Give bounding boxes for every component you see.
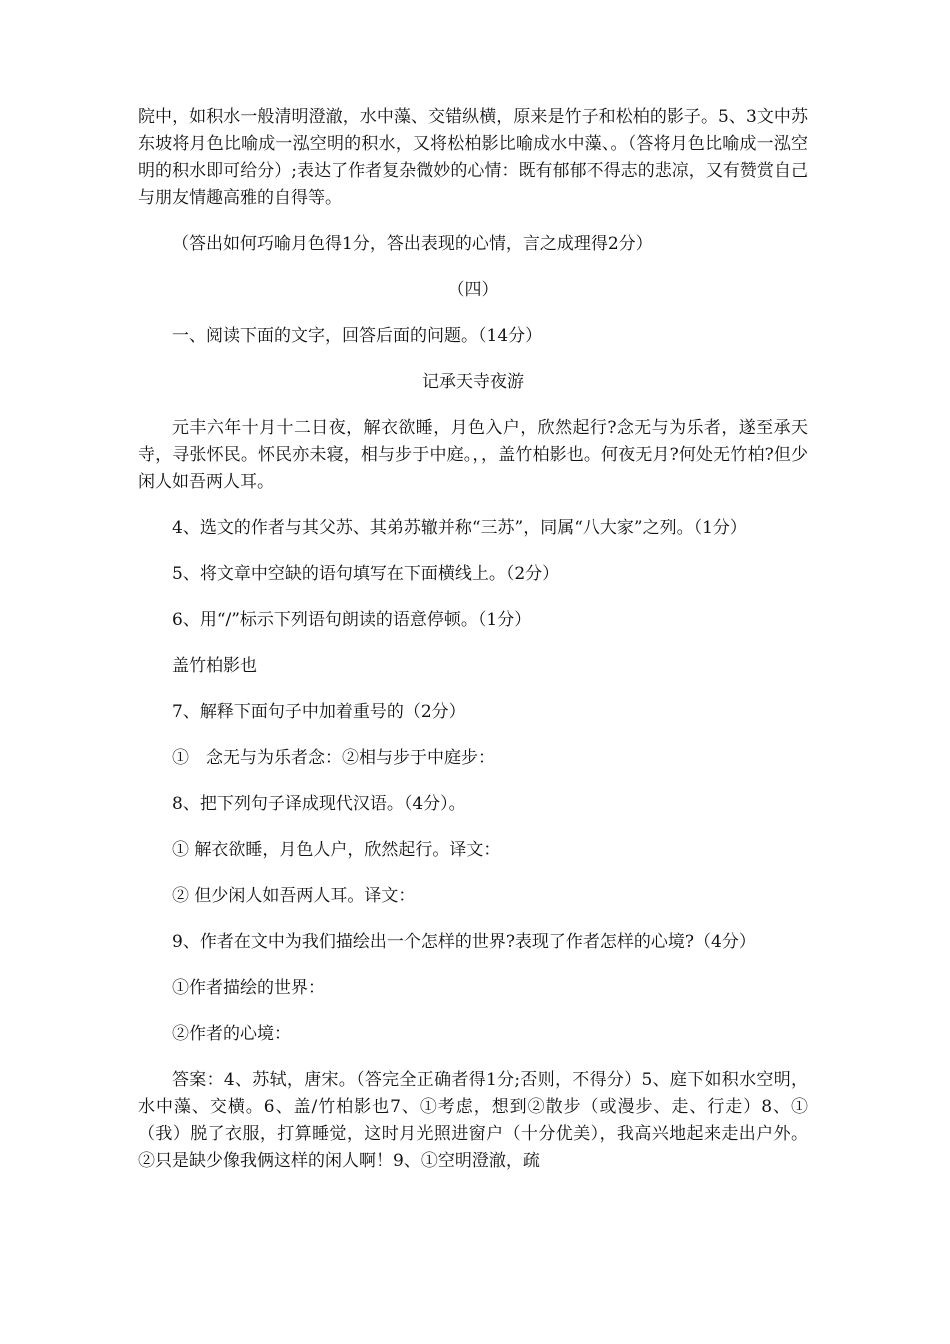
question-5: 5、将文章中空缺的语句填写在下面横线上。（2分） (172, 564, 560, 584)
answer-continuation-paragraph: 院中，如积水一般清明澄澈，水中藻、交错纵横，原来是竹子和松柏的影子。5、3文中苏东坡将月色比喻成一泓空明的积水，又将松柏影比喻成水中藻、。（答将月色比喻成一泓空明的积水即可给分）;表达了作者复杂微妙的心情：既有郁郁不得志的悲凉，又有赞赏自己与朋友情趣高雅的自得等。 (138, 107, 808, 208)
passage-text: 元丰六年十月十二日夜，解衣欲睡，月色入户，欣然起行?念无与为乐者，遂至承天寺，寻张怀民。怀民亦未寝，相与步于中庭。，，盖竹柏影也。何夜无月?何处无竹柏?但少闲人如吾两人耳。 (138, 418, 808, 492)
question-9: 9、作者在文中为我们描绘出一个怎样的世界?表现了作者怎样的心境?（4分） (172, 932, 756, 952)
scoring-note: （答出如何巧喻月色得1分，答出表现的心情，言之成理得2分） (172, 234, 653, 254)
passage-title: 记承天寺夜游 (422, 372, 524, 392)
question-4: 4、选文的作者与其父苏、其弟苏辙并称“三苏”，同属“八大家”之列。（1分） (172, 518, 747, 538)
section-heading: （四） (447, 280, 499, 300)
question-7: 7、解释下面句子中加着重号的（2分） (172, 702, 466, 722)
question-8-item-1: ① 解衣欲睡，月色人户，欣然起行。译文： (172, 840, 501, 860)
question-9-item-1: ①作者描绘的世界： (172, 978, 325, 998)
question-7-items: ① 念无与为乐者念：②相与步于中庭步： (172, 748, 495, 768)
document-page (138, 104, 808, 1193)
question-8-item-2: ② 但少闲人如吾两人耳。译文： (172, 886, 416, 906)
question-6-sentence: 盖竹柏影也 (172, 656, 257, 676)
question-6: 6、用“/”标示下列语句朗读的语意停顿。（1分） (172, 610, 532, 630)
question-8: 8、把下列句子译成现代汉语。（4分）。 (172, 794, 466, 814)
answer-key: 答案：4、苏轼，唐宋。（答完全正确者得1分;否则，不得分）5、庭下如积水空明，水中藻、交横。6、盖/竹柏影也7、①考虑，想到②散步（或漫步、走、行走）8、①（我）脱了衣服，打算睡觉，这时月光照进窗户（十分优美），我高兴地起来走出户外。②只是缺少像我俩这样的闲人啊！9、①空明澄澈，疏 (138, 1070, 808, 1171)
reading-instruction: 一、阅读下面的文字，回答后面的问题。（14分） (172, 326, 543, 346)
question-9-item-2: ②作者的心境： (172, 1024, 291, 1044)
